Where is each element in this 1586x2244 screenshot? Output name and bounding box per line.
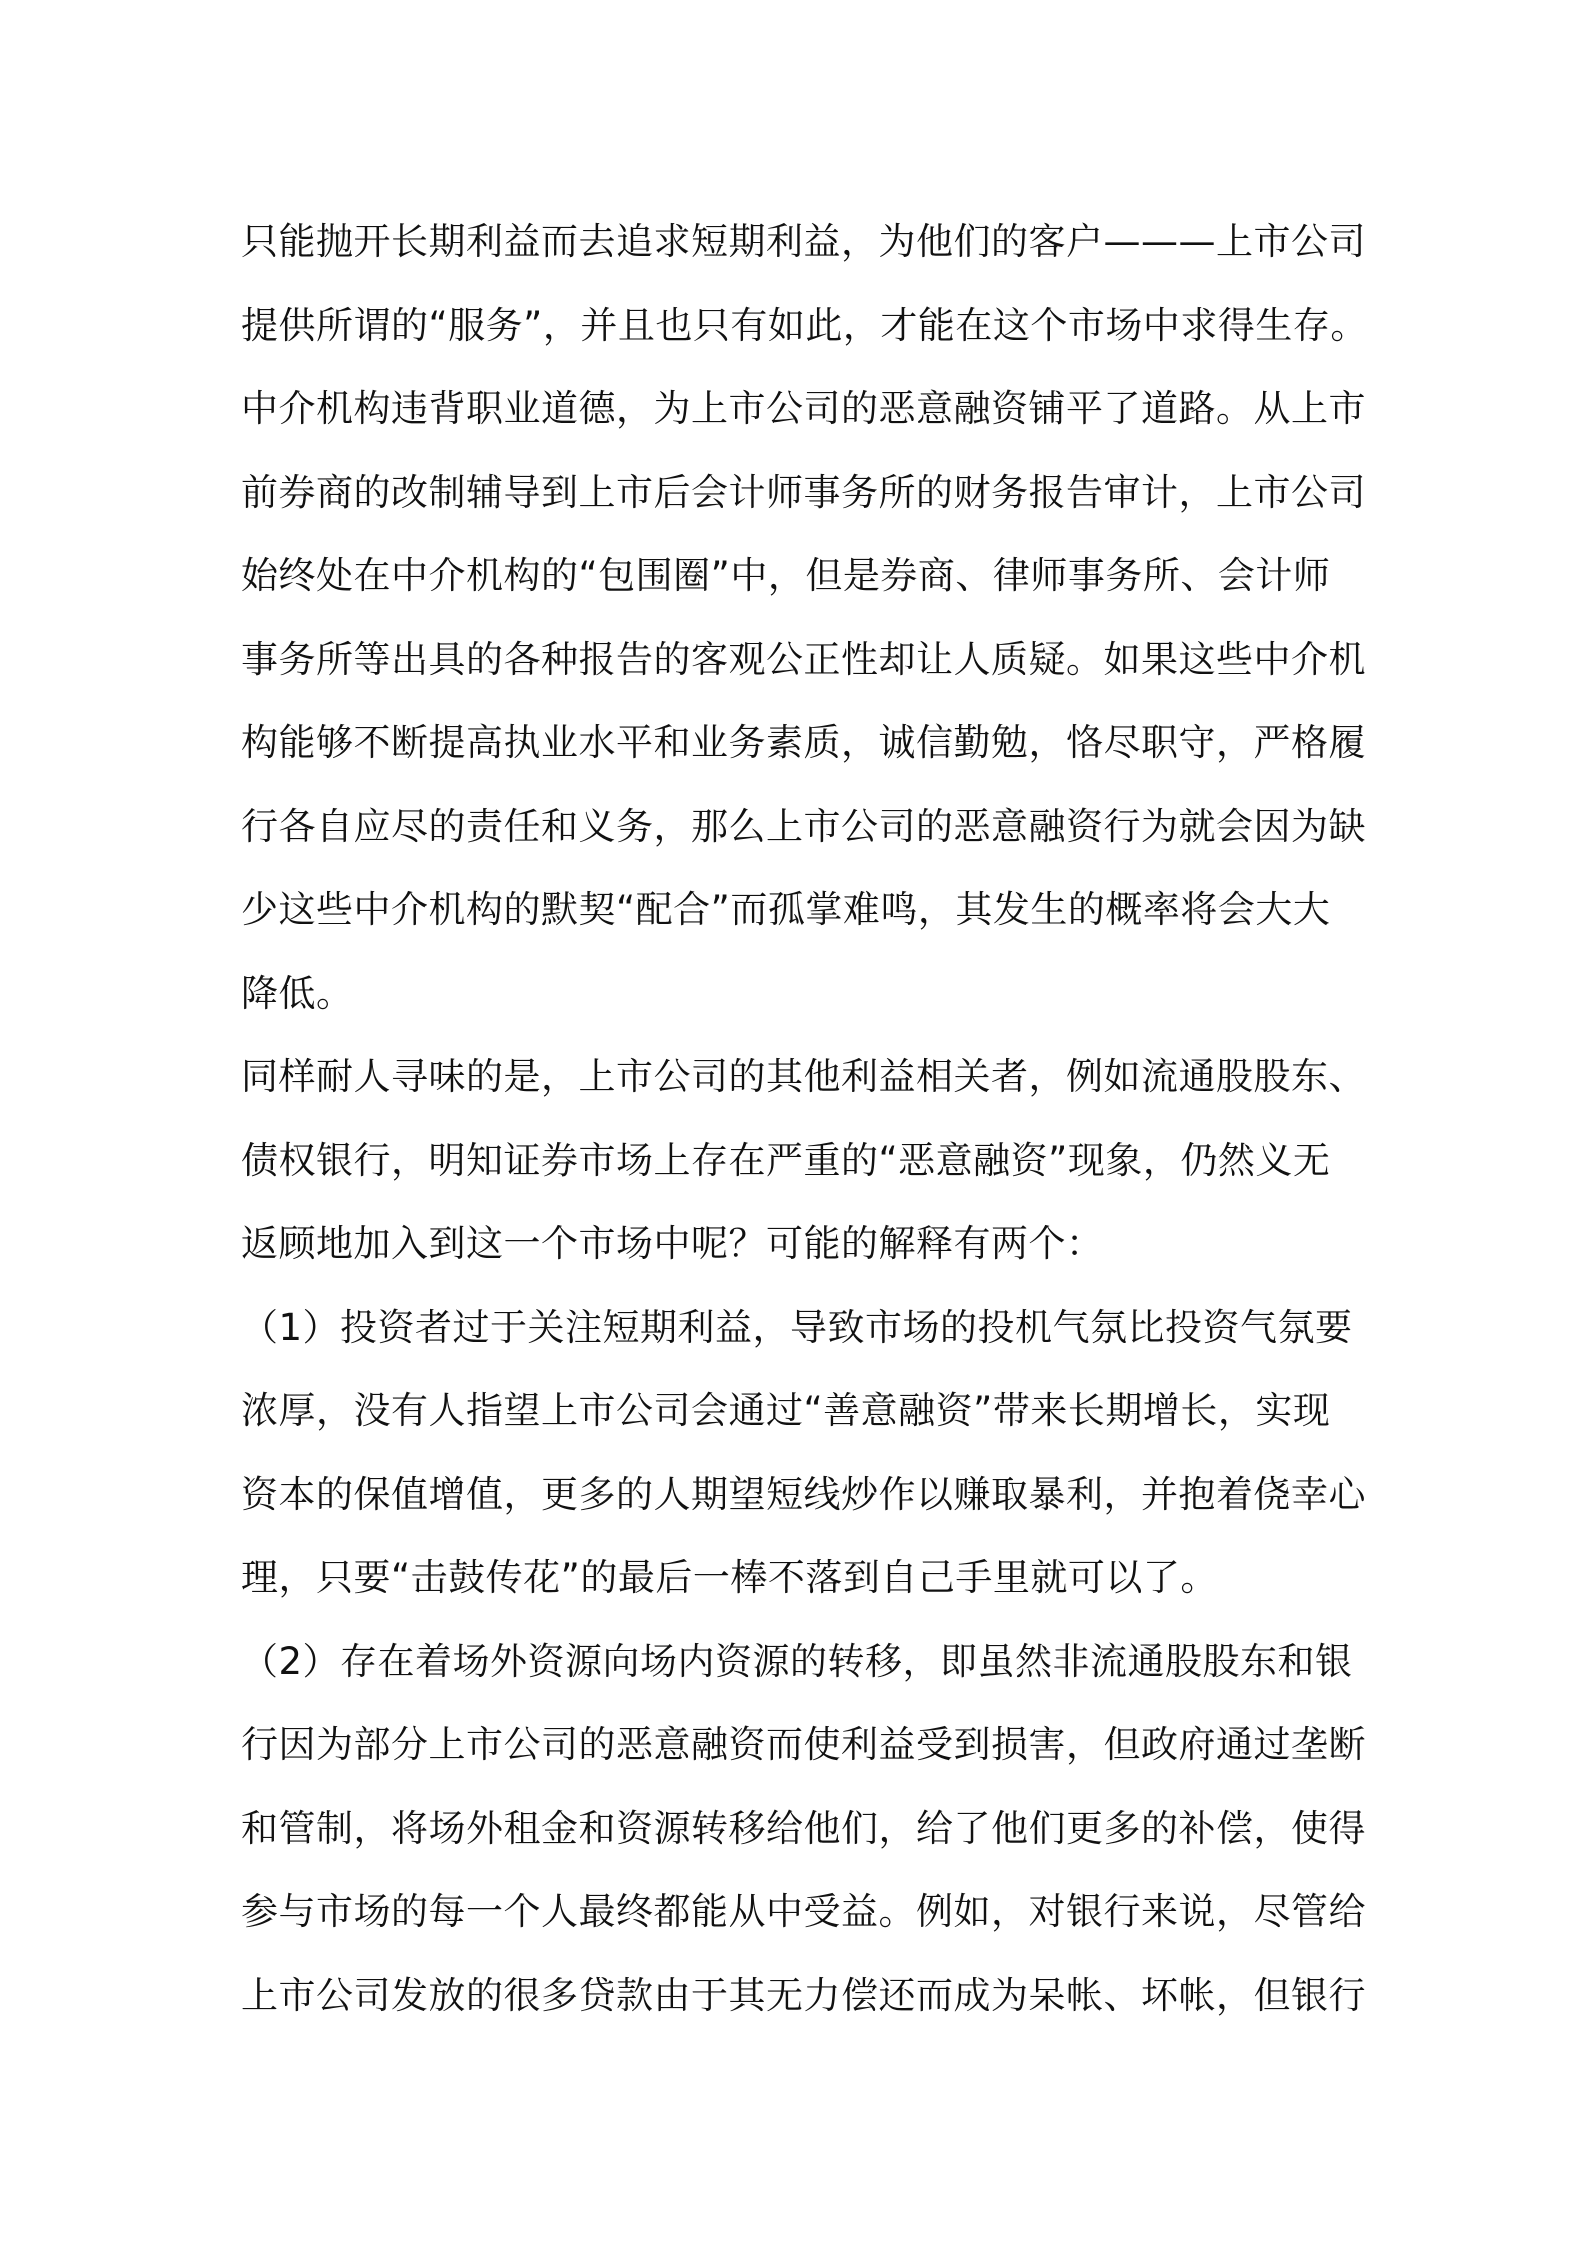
text-line: 行因为部分上市公司的恶意融资而使利益受到损害，但政府通过垄断 bbox=[241, 1723, 1366, 1766]
text-line: 构能够不断提高执业水平和业务素质，诚信勤勉，恪尽职守，严格履 bbox=[241, 721, 1366, 764]
text-line: 降低。 bbox=[241, 971, 354, 1015]
text-line: （1）投资者过于关注短期利益，导致市场的投机气氛比投资气氛要 bbox=[241, 1305, 1353, 1349]
text-line: 提供所谓的“服务”，并且也只有如此，才能在这个市场中求得生存。 bbox=[241, 303, 1368, 347]
text-line: 前券商的改制辅导到上市后会计师事务所的财务报告审计，上市公司 bbox=[241, 470, 1366, 514]
text-line: 债权银行，明知证券市场上存在严重的“恶意融资”现象，仍然义无 bbox=[241, 1138, 1331, 1182]
text-line: 浓厚，没有人指望上市公司会通过“善意融资”带来长期增长，实现 bbox=[241, 1389, 1331, 1432]
text-line: （2）存在着场外资源向场内资源的转移，即虽然非流通股股东和银 bbox=[241, 1639, 1353, 1683]
text-line: 始终处在中介机构的“包围圈”中，但是券商、律师事务所、会计师 bbox=[241, 554, 1331, 597]
text-line: 少这些中介机构的默契“配合”而孤掌难鸣，其发生的概率将会大大 bbox=[241, 888, 1331, 931]
text-line: 中介机构违背职业道德，为上市公司的恶意融资铺平了道路。从上市 bbox=[241, 387, 1366, 430]
body-text bbox=[241, 200, 1368, 2037]
text-line: 理，只要“击鼓传花”的最后一棒不落到自己手里就可以了。 bbox=[241, 1556, 1218, 1599]
text-line: 和管制，将场外租金和资源转移给他们，给了他们更多的补偿，使得 bbox=[241, 1806, 1366, 1850]
text-line: 事务所等出具的各种报告的客观公正性却让人质疑。如果这些中介机 bbox=[241, 637, 1366, 681]
text-line: 参与市场的每一个人最终都能从中受益。例如，对银行来说，尽管给 bbox=[241, 1890, 1366, 1933]
text-line: 资本的保值增值，更多的人期望短线炒作以赚取暴利，并抱着侥幸心 bbox=[241, 1472, 1366, 1516]
text-line: 只能抛开长期利益而去追求短期利益，为他们的客户———上市公司 bbox=[241, 220, 1366, 263]
text-line: 同样耐人寻味的是，上市公司的其他利益相关者，例如流通股股东、 bbox=[241, 1055, 1366, 1098]
text-line: 上市公司发放的很多贷款由于其无力偿还而成为呆帐、坏帐，但银行 bbox=[241, 1973, 1366, 2017]
text-line: 行各自应尽的责任和义务，那么上市公司的恶意融资行为就会因为缺 bbox=[241, 804, 1366, 848]
text-line: 返顾地加入到这一个市场中呢？可能的解释有两个： bbox=[241, 1222, 1104, 1265]
